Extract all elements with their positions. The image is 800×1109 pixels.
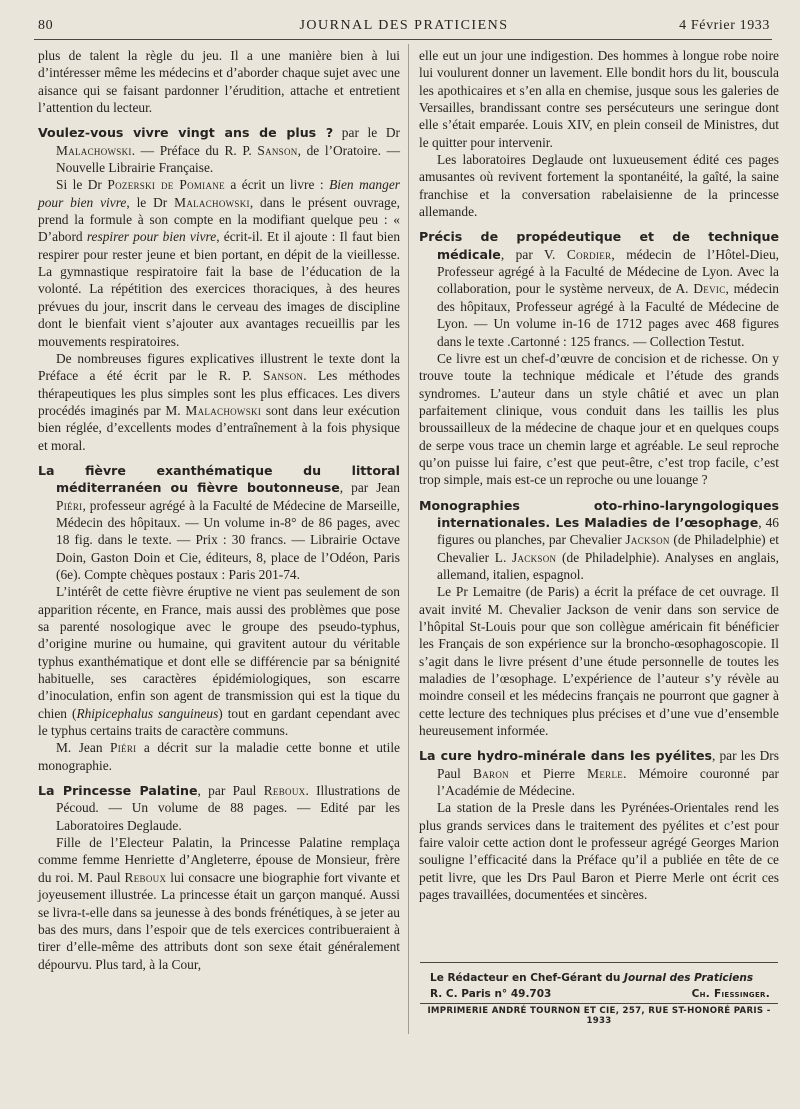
review-paragraph: M. Jean Piéri a décrit sur la maladie cette bonne et utile monographie. — [38, 740, 400, 773]
review-entry-vivre-vingt-ans: Voulez-vous vivre vingt ans de plus ? par le Dr Malachowski. — Préface du R. P. Sanson, de l’Oratoire. — Nouvelle Librairie Française. — [38, 125, 400, 176]
page-number: 80 — [38, 18, 54, 33]
entry-title: Précis de propédeutique et de technique médicale — [419, 229, 779, 262]
author-name: Cordier — [566, 246, 612, 262]
author-name: Jackson — [625, 532, 670, 548]
author-name: Piéri — [56, 497, 83, 513]
entry-title: Monographies oto-rhino-laryngologiques internationales. Les Maladies de l’œsophage — [419, 497, 779, 530]
entry-title: La fièvre exanthématique du littoral méditerranéen ou fièvre boutonneuse — [38, 462, 400, 496]
review-entry-maladies-oesophage: Monographies oto-rhino-laryngologiques internationales. Les Maladies de l’œsophage, 46 figures ou planches, par Chevalier Jackson (de Philadelphie) et Chevalier L. Jackson (de Philadelphie). Analyses en anglais, allemand, italien, espagnol. — [419, 497, 779, 582]
footer-rule-bottom — [420, 1003, 778, 1004]
review-paragraph: La station de la Presle dans les Pyrénées-Orientales rend les plus grands services dans le traitement des pyélites et c’est pour faire valoir cette action dont le professeur agrégé Georges Marion souligne l’efficacité dans la Préface qu’il a publiée en tête de ce petit livre, que les Drs Paul Baron et Pierre Merle ont écrit ces pages travaillées, documentées et sincères. — [419, 800, 779, 903]
review-paragraph: L’intérêt de cette fièvre éruptive ne vient pas seulement de son apparition récente, en France, mais aussi des problèmes que pose sa parenté nosologique avec le groupe des pseudo-typhus, d’origine murine ou humaine, qui gravitent autour du véritable typhus exanthématique et dont elle se différencie par sa bénignité habituelle, ses caractères épidémiologiques, son escarre d’inoculation, enfin son agent de transmission qui est la tique du chien (Rhipicephalus sanguineus) tout en gardant cependant avec le typhus certains traits de caractère communs. — [38, 584, 401, 739]
review-paragraph: Fille de l’Electeur Palatin, la Princesse Palatine remplaça comme femme Henriette d’Angleterre, épouse de Monsieur, frère du roi. M. Paul Reboux lui consacre une biographie fort vivante et joyeusement illustrée. La princesse était un garçon manqué. Aussi se livra-t-elle dans sa jeunesse à des bonds frénétiques, à se jeter au bas des murs, dans l’espoir que de tels exercices contribueraient à tirer d’elle-même des attributs dont son sexe était généralement dépourvu. Plus tard, à la Cour, — [38, 835, 400, 972]
continued-paragraph: elle eut un jour une indigestion. Des hommes à longue robe noire lui voulurent donner un lavement. Elle bondit hors du lit, bouscula les apothicaires et s’en alla en chemise, jusque sous les galeries de Versailles, brandissant contre ses persécuteurs une seringue dont elle s’était emparée. Louis XIV, en plein conseil de Ministres, dut le quitter pour intervenir. — [419, 48, 779, 150]
review-paragraph: Ce livre est un chef-d’œuvre de concision et de richesse. On y trouve toute la technique médicale et l’étude des grands syndromes. L’auteur dans un style châtié et avec un plan parfaitement clinique, vous conduit dans les taillis les plus broussailleux de la médecine de chaque jour et en quelques coups de serpe vous trace un chemin large et agréable. Le seul reproche qu’on puisse lui faire, c’est que peut-être, c’est trop facile, c’est trop simple, mais est-ce un reproche ou une louange ? — [419, 350, 779, 488]
book-title: Bien manger pour bien vivre — [38, 177, 400, 210]
printer-line: IMPRIMERIE ANDRÉ TOURNON ET CIE, 257, RUE ST-HONORÉ PARIS - 1933 — [427, 1006, 771, 1026]
species-name: Rhipicephalus sanguineus — [76, 705, 219, 721]
review-paragraph: De nombreuses figures explicatives illustrent le texte dont la Préface a été écrit par le R. P. Sanson. Les méthodes thérapeutiques les plus simples sont les plus efficaces. Les divers procédés imaginés par M. Malachowski sont dans leur exécution bien réglée, d’excellents modes d’entraînement à la fois physique et moral. — [38, 350, 401, 453]
author-name: Malachowski — [56, 142, 132, 158]
review-entry-precis-propedeutique: Précis de propédeutique et de technique médicale, par V. Cordier, médecin de l’Hôtel-Dieu, Professeur agrégé à la Faculté de Médecine de Lyon. Avec la collaboration, pour le système nerveux, de A. Devic, médecin des hôpitaux, Professeur agrégé à la Faculté de Médecine de Lyon. — Un volume in-16 de 1712 pages avec 468 figures dans le texte .Cartonné : 125 francs. — Collection Testut. — [419, 229, 780, 349]
journal-title: JOURNAL DES PRATICIENS — [299, 18, 509, 33]
review-paragraph: Le Pr Lemaitre (de Paris) a écrit la préface de cet ouvrage. Il avait invité M. Chevalier Jackson de venir dans son service de l’hôpital St-Louis pour que son collègue américain fit bénéficier les Français de son expérience sur la broncho-œsophagoscopie. Il s’agit dans le livre présent d’une étude personnelle de toutes les maladies de l’œsophage. L’expérience de l’auteur s’y révèle au moindre conseil et les médecins français ne pourront que gagner à cette lecture des techniques plus précises et d’une vue d’ensemble heureusement informée. — [419, 584, 779, 739]
preface-author: Sanson — [257, 142, 298, 158]
intro-paragraph: plus de talent la règle du jeu. Il a une manière bien à lui d’intéresser même les médecins et d’aborder chaque sujet avec une aisance qui se faisant pardonner l’érudition, attache et entretient l’attention du lecteur. — [38, 48, 400, 116]
editor-imprint: Le Rédacteur en Chef-Gérant du Journal des Praticiens R. C. Paris n° 49.703 Ch. Fiessinger. — [430, 972, 770, 1000]
header-rule — [34, 39, 772, 40]
entry-title: La cure hydro-minérale dans les pyélites — [419, 748, 712, 764]
editor-name: Ch. Fiessinger. — [691, 988, 770, 1000]
review-paragraph: Si le Dr Pozerski de Pomiane a écrit un livre : Bien manger pour bien vivre, le Dr Malachowski, dans le présent ouvrage, prend la formule à son compte en la modifiant quelque peu : « D’abord respirer pour bien vivre, écrit-il. Et il ajoute : Il faut bien respirer pour rester jeune et bien portant, en dépit de la vieillesse. La gymnastique respiratoire fait la base de l’éducation de la volonté. La répétition des exercices thoraciques, à des heures prévues du jour, inscrit dans le cerveau des images de discipline dont le bienfait vient s’ajouter aux avantages recueillis par les mouvements respiratoires. — [38, 177, 401, 349]
left-column — [38, 47, 400, 973]
page-header — [38, 14, 770, 40]
review-entry-fievre-exanthematique: La fièvre exanthématique du littoral méditerranéen ou fièvre boutonneuse, par Jean Piéri, professeur agrégé à la Faculté de Médecine de Marseille, Médecin des hôpitaux. — Un volume in-8° de 86 pages, avec 18 fig. dans le texte. — Prix : 30 francs. — Librairie Octave Doin, Gaston Doin et Cie, éditeurs, 8, place de l’Odéon, Paris (6e). Compte chèques postaux : Paris 201-74. — [38, 462, 400, 582]
entry-title: Voulez-vous vivre vingt ans de plus ? — [38, 125, 334, 141]
review-paragraph: Les laboratoires Deglaude ont luxueusement édité ces pages amusantes où revivent fortement la spontanéité, la gaîté, la saine franchise et la conversation rabelaisienne de la princesse allemande. — [419, 152, 779, 220]
author-name: Reboux — [263, 783, 306, 799]
column-divider — [408, 44, 409, 1034]
right-column — [419, 47, 779, 904]
review-entry-princesse-palatine: La Princesse Palatine, par Paul Reboux. Illustrations de Pécoud. — Un volume de 88 pages. — Edité par les Laboratoires Deglaude. — [38, 783, 401, 833]
entry-title: La Princesse Palatine — [38, 783, 198, 799]
review-entry-cure-hydro-minerale: La cure hydro-minérale dans les pyélites, par les Drs Paul Baron et Pierre Merle. Mémoire couronné par l’Académie de Médecine. — [419, 748, 779, 799]
issue-date: 4 Février 1933 — [679, 18, 770, 33]
footer-rule-top — [420, 962, 778, 963]
author-name: Baron — [473, 765, 509, 781]
trade-register: R. C. Paris n° 49.703 — [430, 988, 552, 1000]
